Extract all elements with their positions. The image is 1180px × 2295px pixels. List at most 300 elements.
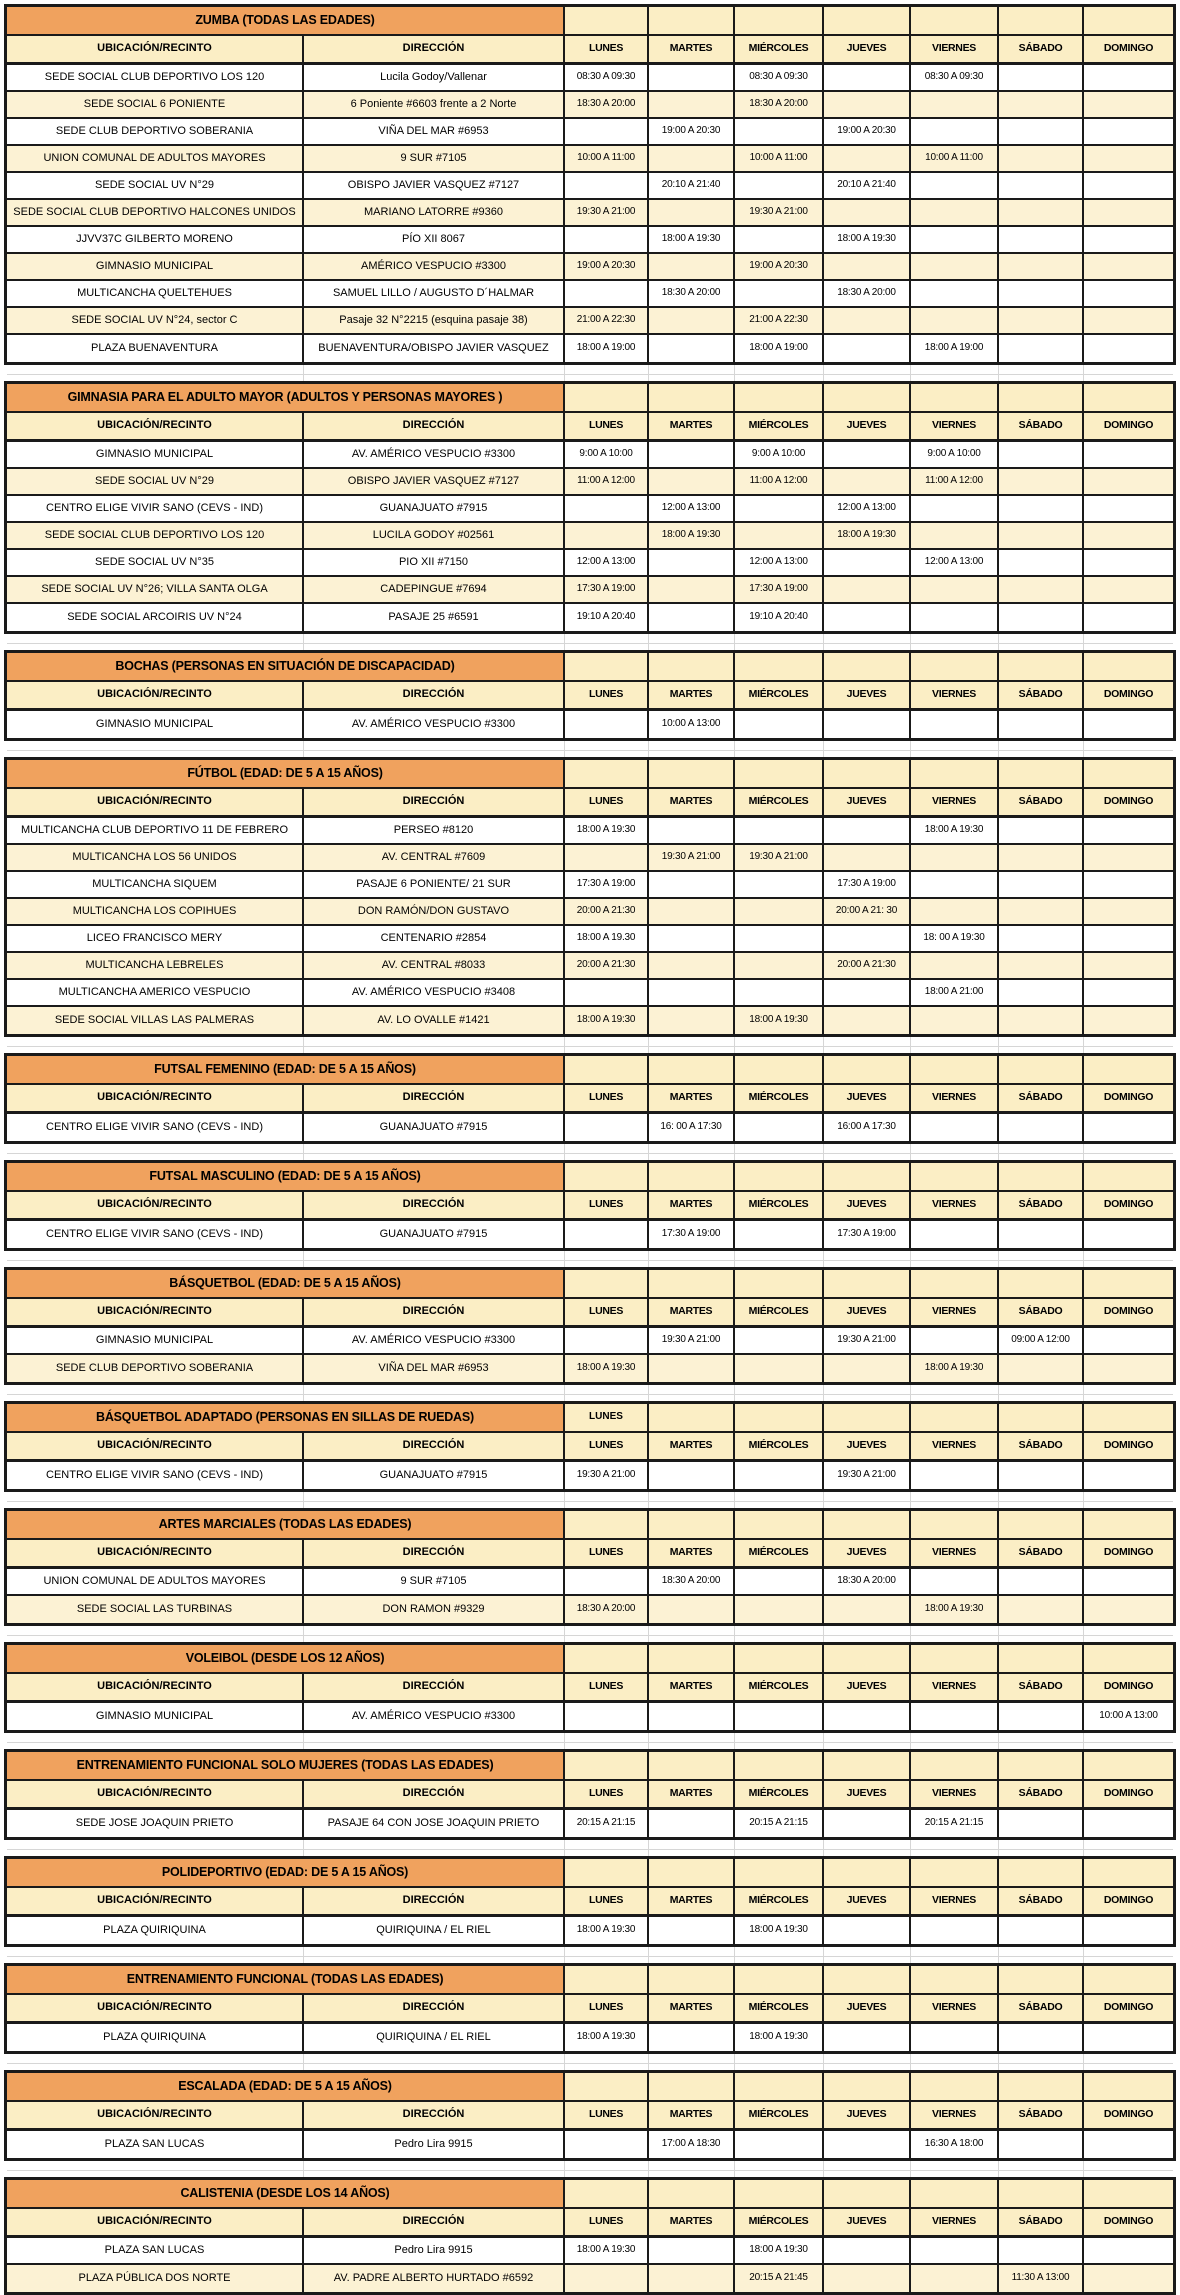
cell-domingo bbox=[1084, 1462, 1173, 1489]
title-day-miercoles bbox=[735, 1966, 824, 1995]
cell-miercoles bbox=[735, 1221, 824, 1248]
gap-cell bbox=[565, 1047, 649, 1053]
cell-domingo bbox=[1084, 1328, 1173, 1355]
gap-cell bbox=[7, 375, 304, 381]
column-header-direccion: DIRECCIÓN bbox=[304, 1674, 565, 1703]
cell-domingo bbox=[1084, 92, 1173, 119]
title-day-domingo bbox=[1084, 1511, 1173, 1540]
cell-ubicacion: SEDE SOCIAL UV N°26; VILLA SANTA OLGA bbox=[7, 577, 304, 604]
column-header-miercoles: MIÉRCOLES bbox=[735, 2102, 824, 2131]
table-title: ZUMBA (TODAS LAS EDADES) bbox=[7, 7, 565, 36]
cell-domingo bbox=[1084, 65, 1173, 92]
cell-domingo bbox=[1084, 281, 1173, 308]
table-title: POLIDEPORTIVO (EDAD: DE 5 A 15 AÑOS) bbox=[7, 1859, 565, 1888]
gap-cell bbox=[565, 1502, 649, 1508]
column-header-lunes: LUNES bbox=[565, 1540, 649, 1569]
gap-cell bbox=[999, 1154, 1084, 1160]
cell-jueves bbox=[824, 577, 911, 604]
column-header-martes: MARTES bbox=[649, 1085, 735, 1114]
cell-miercoles: 18:30 A 20:00 bbox=[735, 92, 824, 119]
cell-domingo bbox=[1084, 146, 1173, 173]
title-day-miercoles bbox=[735, 653, 824, 682]
gap-cell bbox=[7, 2161, 304, 2170]
cell-miercoles bbox=[735, 1569, 824, 1596]
gap-cell bbox=[649, 1850, 735, 1856]
column-header-martes: MARTES bbox=[649, 1540, 735, 1569]
gap-cell bbox=[649, 1957, 735, 1963]
gap-strip bbox=[7, 634, 1173, 644]
cell-ubicacion: SEDE SOCIAL CLUB DEPORTIVO LOS 120 bbox=[7, 523, 304, 550]
cell-martes bbox=[649, 146, 735, 173]
cell-direccion: 6 Poniente #6603 frente a 2 Norte bbox=[304, 92, 565, 119]
title-day-viernes bbox=[911, 2180, 999, 2209]
table-title: FUTSAL FEMENINO (EDAD: DE 5 A 15 AÑOS) bbox=[7, 1056, 565, 1085]
gap-strip bbox=[7, 2171, 1173, 2177]
cell-ubicacion: SEDE JOSE JOAQUIN PRIETO bbox=[7, 1810, 304, 1837]
cell-ubicacion: SEDE SOCIAL ARCOIRIS UV N°24 bbox=[7, 604, 304, 631]
cell-martes bbox=[649, 2265, 735, 2292]
gap-cell bbox=[824, 644, 911, 650]
gap-cell bbox=[649, 751, 735, 757]
cell-viernes bbox=[911, 523, 999, 550]
cell-domingo bbox=[1084, 1114, 1173, 1141]
cell-sabado bbox=[999, 845, 1084, 872]
column-header-martes: MARTES bbox=[649, 1299, 735, 1328]
schedule-row bbox=[7, 308, 1173, 335]
title-day-lunes bbox=[565, 7, 649, 36]
column-header-miercoles: MIÉRCOLES bbox=[735, 2209, 824, 2238]
cell-domingo bbox=[1084, 1917, 1173, 1944]
column-header-martes: MARTES bbox=[649, 413, 735, 442]
schedule-row bbox=[7, 550, 1173, 577]
gap-cell bbox=[824, 1037, 911, 1046]
cell-jueves bbox=[824, 1917, 911, 1944]
cell-direccion: LUCILA GODOY #02561 bbox=[304, 523, 565, 550]
cell-jueves bbox=[824, 1810, 911, 1837]
title-day-domingo bbox=[1084, 7, 1173, 36]
title-day-miercoles bbox=[735, 1163, 824, 1192]
cell-domingo bbox=[1084, 442, 1173, 469]
cell-miercoles: 19:00 A 20:30 bbox=[735, 254, 824, 281]
title-day-sabado bbox=[999, 1859, 1084, 1888]
gap-cell bbox=[735, 1037, 824, 1046]
column-header-martes: MARTES bbox=[649, 2102, 735, 2131]
column-header-viernes: VIERNES bbox=[911, 413, 999, 442]
gap-strip bbox=[7, 1957, 1173, 1963]
table-futsal-masculino bbox=[4, 1160, 1176, 1251]
gap-cell bbox=[1084, 1957, 1173, 1963]
cell-miercoles: 19:30 A 21:00 bbox=[735, 845, 824, 872]
header-row bbox=[7, 1674, 1173, 1703]
cell-viernes bbox=[911, 254, 999, 281]
header-row bbox=[7, 1433, 1173, 1462]
header-row bbox=[7, 789, 1173, 818]
column-header-direccion: DIRECCIÓN bbox=[304, 1085, 565, 1114]
title-day-sabado bbox=[999, 1645, 1084, 1674]
gap-strip bbox=[7, 1840, 1173, 1850]
schedule-row bbox=[7, 173, 1173, 200]
gap-cell bbox=[649, 2064, 735, 2070]
schedule-row bbox=[7, 604, 1173, 631]
title-row bbox=[7, 2073, 1173, 2102]
header-row bbox=[7, 1995, 1173, 2024]
schedule-row bbox=[7, 899, 1173, 926]
cell-jueves: 16:00 A 17:30 bbox=[824, 1114, 911, 1141]
cell-jueves bbox=[824, 146, 911, 173]
cell-sabado bbox=[999, 1917, 1084, 1944]
gap-cell bbox=[911, 1840, 999, 1849]
table-gap bbox=[4, 1385, 1176, 1401]
cell-jueves bbox=[824, 469, 911, 496]
table-basquetbol-adaptado bbox=[4, 1401, 1176, 1492]
cell-martes bbox=[649, 65, 735, 92]
cell-sabado bbox=[999, 227, 1084, 254]
gap-cell bbox=[735, 741, 824, 750]
title-day-martes bbox=[649, 1404, 735, 1433]
gap-cell bbox=[999, 644, 1084, 650]
title-day-sabado bbox=[999, 1270, 1084, 1299]
schedule-row bbox=[7, 469, 1173, 496]
column-header-jueves: JUEVES bbox=[824, 1433, 911, 1462]
cell-jueves bbox=[824, 2265, 911, 2292]
cell-lunes: 21:00 A 22:30 bbox=[565, 308, 649, 335]
gap-cell bbox=[565, 644, 649, 650]
cell-domingo bbox=[1084, 523, 1173, 550]
cell-miercoles: 18:00 A 19:30 bbox=[735, 2024, 824, 2051]
cell-viernes: 18:00 A 19:00 bbox=[911, 335, 999, 362]
gap-cell bbox=[7, 365, 304, 374]
cell-miercoles bbox=[735, 1355, 824, 1382]
cell-viernes: 18:00 A 19:30 bbox=[911, 1596, 999, 1623]
title-day-martes bbox=[649, 2180, 735, 2209]
cell-lunes: 18:30 A 20:00 bbox=[565, 1596, 649, 1623]
cell-ubicacion: SEDE SOCIAL UV N°29 bbox=[7, 469, 304, 496]
cell-martes bbox=[649, 254, 735, 281]
gap-cell bbox=[304, 2054, 565, 2063]
cell-sabado bbox=[999, 872, 1084, 899]
gap-cell bbox=[824, 1047, 911, 1053]
gap-cell bbox=[1084, 1144, 1173, 1153]
cell-lunes bbox=[565, 845, 649, 872]
cell-martes bbox=[649, 308, 735, 335]
column-header-direccion: DIRECCIÓN bbox=[304, 1888, 565, 1917]
cell-jueves: 18:30 A 20:00 bbox=[824, 281, 911, 308]
column-header-ubicacion: UBICACIÓN/RECINTO bbox=[7, 1540, 304, 1569]
title-day-martes bbox=[649, 1270, 735, 1299]
cell-ubicacion: PLAZA SAN LUCAS bbox=[7, 2131, 304, 2158]
gap-cell bbox=[824, 1395, 911, 1401]
column-header-sabado: SÁBADO bbox=[999, 1995, 1084, 2024]
cell-ubicacion: MULTICANCHA QUELTEHUES bbox=[7, 281, 304, 308]
cell-viernes bbox=[911, 1007, 999, 1034]
column-header-viernes: VIERNES bbox=[911, 36, 999, 65]
cell-lunes: 10:00 A 11:00 bbox=[565, 146, 649, 173]
schedule-row bbox=[7, 227, 1173, 254]
cell-martes bbox=[649, 1917, 735, 1944]
gap-cell bbox=[304, 741, 565, 750]
gap-cell bbox=[735, 375, 824, 381]
table-gap bbox=[4, 1947, 1176, 1963]
title-day-jueves bbox=[824, 653, 911, 682]
gap-cell bbox=[649, 1733, 735, 1742]
cell-martes bbox=[649, 953, 735, 980]
cell-ubicacion: GIMNASIO MUNICIPAL bbox=[7, 254, 304, 281]
gap-cell bbox=[565, 1850, 649, 1856]
gap-cell bbox=[824, 751, 911, 757]
cell-viernes bbox=[911, 1462, 999, 1489]
column-header-miercoles: MIÉRCOLES bbox=[735, 413, 824, 442]
title-day-jueves bbox=[824, 384, 911, 413]
cell-ubicacion: SEDE SOCIAL UV N°24, sector C bbox=[7, 308, 304, 335]
gap-cell bbox=[304, 2171, 565, 2177]
cell-jueves bbox=[824, 200, 911, 227]
title-day-viernes bbox=[911, 1966, 999, 1995]
title-day-miercoles bbox=[735, 1752, 824, 1781]
gap-cell bbox=[911, 1144, 999, 1153]
gap-cell bbox=[735, 1850, 824, 1856]
title-day-viernes bbox=[911, 1163, 999, 1192]
gap-cell bbox=[304, 1947, 565, 1956]
gap-cell bbox=[824, 1154, 911, 1160]
table-title: ENTRENAMIENTO FUNCIONAL SOLO MUJERES (TODAS LAS EDADES) bbox=[7, 1752, 565, 1781]
column-header-jueves: JUEVES bbox=[824, 1540, 911, 1569]
title-day-lunes bbox=[565, 384, 649, 413]
cell-domingo bbox=[1084, 872, 1173, 899]
cell-viernes bbox=[911, 1221, 999, 1248]
gap-strip bbox=[7, 1047, 1173, 1053]
column-header-viernes: VIERNES bbox=[911, 1085, 999, 1114]
gap-cell bbox=[7, 2171, 304, 2177]
title-day-viernes bbox=[911, 384, 999, 413]
cell-martes bbox=[649, 604, 735, 631]
cell-ubicacion: SEDE SOCIAL CLUB DEPORTIVO HALCONES UNIDOS bbox=[7, 200, 304, 227]
gap-cell bbox=[999, 1850, 1084, 1856]
cell-sabado bbox=[999, 2238, 1084, 2265]
table-title: BOCHAS (PERSONAS EN SITUACIÓN DE DISCAPACIDAD) bbox=[7, 653, 565, 682]
cell-miercoles: 18:00 A 19:30 bbox=[735, 1917, 824, 1944]
column-header-lunes: LUNES bbox=[565, 1674, 649, 1703]
cell-sabado: 11:30 A 13:00 bbox=[999, 2265, 1084, 2292]
title-day-jueves bbox=[824, 1966, 911, 1995]
cell-jueves bbox=[824, 335, 911, 362]
column-header-viernes: VIERNES bbox=[911, 789, 999, 818]
cell-direccion: AV. PADRE ALBERTO HURTADO #6592 bbox=[304, 2265, 565, 2292]
cell-domingo bbox=[1084, 496, 1173, 523]
column-header-miercoles: MIÉRCOLES bbox=[735, 1674, 824, 1703]
cell-jueves bbox=[824, 926, 911, 953]
gap-cell bbox=[824, 1492, 911, 1501]
cell-direccion: GUANAJUATO #7915 bbox=[304, 1114, 565, 1141]
column-header-viernes: VIERNES bbox=[911, 682, 999, 711]
cell-jueves: 17:30 A 19:00 bbox=[824, 1221, 911, 1248]
column-header-sabado: SÁBADO bbox=[999, 1781, 1084, 1810]
gap-cell bbox=[304, 375, 565, 381]
column-header-martes: MARTES bbox=[649, 1192, 735, 1221]
cell-viernes: 20:15 A 21:15 bbox=[911, 1810, 999, 1837]
cell-martes bbox=[649, 2238, 735, 2265]
header-row bbox=[7, 2209, 1173, 2238]
cell-miercoles bbox=[735, 1703, 824, 1730]
gap-cell bbox=[7, 1492, 304, 1501]
title-day-martes bbox=[649, 1511, 735, 1540]
schedule-row bbox=[7, 926, 1173, 953]
gap-cell bbox=[7, 1261, 304, 1267]
title-day-viernes bbox=[911, 760, 999, 789]
table-title: CALISTENIA (DESDE LOS 14 AÑOS) bbox=[7, 2180, 565, 2209]
cell-lunes: 17:30 A 19:00 bbox=[565, 872, 649, 899]
cell-martes bbox=[649, 1007, 735, 1034]
cell-lunes bbox=[565, 2265, 649, 2292]
cell-miercoles bbox=[735, 926, 824, 953]
gap-cell bbox=[304, 1502, 565, 1508]
cell-viernes bbox=[911, 2265, 999, 2292]
cell-direccion: VIÑA DEL MAR #6953 bbox=[304, 1355, 565, 1382]
gap-cell bbox=[304, 1850, 565, 1856]
title-day-jueves bbox=[824, 7, 911, 36]
title-day-viernes bbox=[911, 1645, 999, 1674]
cell-sabado bbox=[999, 604, 1084, 631]
gap-cell bbox=[304, 1492, 565, 1501]
column-header-jueves: JUEVES bbox=[824, 1299, 911, 1328]
gap-cell bbox=[565, 1037, 649, 1046]
gap-cell bbox=[7, 1037, 304, 1046]
gap-cell bbox=[999, 1385, 1084, 1394]
title-day-lunes bbox=[565, 760, 649, 789]
title-row bbox=[7, 653, 1173, 682]
schedule-row bbox=[7, 1569, 1173, 1596]
title-day-jueves bbox=[824, 1270, 911, 1299]
title-day-jueves bbox=[824, 1645, 911, 1674]
title-day-sabado bbox=[999, 384, 1084, 413]
column-header-jueves: JUEVES bbox=[824, 1995, 911, 2024]
gap-cell bbox=[1084, 2161, 1173, 2170]
header-row bbox=[7, 1540, 1173, 1569]
column-header-jueves: JUEVES bbox=[824, 1888, 911, 1917]
cell-domingo bbox=[1084, 2238, 1173, 2265]
gap-cell bbox=[565, 751, 649, 757]
gap-cell bbox=[7, 1251, 304, 1260]
title-day-jueves bbox=[824, 1163, 911, 1192]
gap-cell bbox=[649, 1037, 735, 1046]
cell-lunes: 18:00 A 19:30 bbox=[565, 1007, 649, 1034]
cell-viernes bbox=[911, 1569, 999, 1596]
gap-cell bbox=[304, 1957, 565, 1963]
column-header-sabado: SÁBADO bbox=[999, 36, 1084, 65]
cell-viernes: 18:00 A 21:00 bbox=[911, 980, 999, 1007]
table-entrenamiento-funcional-mujeres bbox=[4, 1749, 1176, 1840]
title-day-viernes bbox=[911, 1270, 999, 1299]
title-day-jueves bbox=[824, 1056, 911, 1085]
gap-cell bbox=[7, 1947, 304, 1956]
cell-lunes: 20:15 A 21:15 bbox=[565, 1810, 649, 1837]
title-day-miercoles bbox=[735, 1270, 824, 1299]
gap-cell bbox=[649, 2161, 735, 2170]
cell-direccion: QUIRIQUINA / EL RIEL bbox=[304, 1917, 565, 1944]
title-day-martes bbox=[649, 7, 735, 36]
gap-cell bbox=[735, 2064, 824, 2070]
cell-lunes bbox=[565, 227, 649, 254]
cell-viernes bbox=[911, 845, 999, 872]
gap-cell bbox=[999, 634, 1084, 643]
cell-direccion: DON RAMON #9329 bbox=[304, 1596, 565, 1623]
gap-cell bbox=[824, 1261, 911, 1267]
column-header-ubicacion: UBICACIÓN/RECINTO bbox=[7, 1995, 304, 2024]
title-day-viernes bbox=[911, 7, 999, 36]
cell-martes bbox=[649, 469, 735, 496]
cell-sabado bbox=[999, 2131, 1084, 2158]
title-day-sabado bbox=[999, 1404, 1084, 1433]
column-header-ubicacion: UBICACIÓN/RECINTO bbox=[7, 36, 304, 65]
cell-viernes bbox=[911, 281, 999, 308]
cell-ubicacion: JJVV37C GILBERTO MORENO bbox=[7, 227, 304, 254]
cell-domingo bbox=[1084, 926, 1173, 953]
title-day-domingo bbox=[1084, 1645, 1173, 1674]
cell-jueves bbox=[824, 604, 911, 631]
cell-miercoles bbox=[735, 173, 824, 200]
cell-domingo bbox=[1084, 2131, 1173, 2158]
cell-lunes: 18:00 A 19:30 bbox=[565, 1917, 649, 1944]
cell-domingo bbox=[1084, 2265, 1173, 2292]
cell-domingo bbox=[1084, 1810, 1173, 1837]
gap-cell bbox=[911, 1947, 999, 1956]
cell-viernes bbox=[911, 2024, 999, 2051]
table-gap bbox=[4, 1037, 1176, 1053]
gap-cell bbox=[1084, 1743, 1173, 1749]
cell-martes: 19:30 A 21:00 bbox=[649, 845, 735, 872]
column-header-sabado: SÁBADO bbox=[999, 1433, 1084, 1462]
gap-cell bbox=[7, 1636, 304, 1642]
gap-strip bbox=[7, 1947, 1173, 1957]
title-row bbox=[7, 1859, 1173, 1888]
cell-martes: 18:00 A 19:30 bbox=[649, 523, 735, 550]
gap-cell bbox=[304, 1037, 565, 1046]
gap-cell bbox=[911, 365, 999, 374]
cell-martes bbox=[649, 200, 735, 227]
cell-domingo bbox=[1084, 818, 1173, 845]
cell-martes bbox=[649, 899, 735, 926]
gap-cell bbox=[735, 1626, 824, 1635]
table-gap bbox=[4, 634, 1176, 650]
gap-cell bbox=[7, 1626, 304, 1635]
cell-martes bbox=[649, 1703, 735, 1730]
gap-cell bbox=[911, 1733, 999, 1742]
schedule-row bbox=[7, 1917, 1173, 1944]
column-header-direccion: DIRECCIÓN bbox=[304, 413, 565, 442]
cell-viernes: 18:00 A 19:30 bbox=[911, 1355, 999, 1382]
cell-miercoles bbox=[735, 711, 824, 738]
gap-cell bbox=[824, 1733, 911, 1742]
gap-cell bbox=[911, 375, 999, 381]
gap-cell bbox=[911, 1261, 999, 1267]
table-gimnasia-adulto-mayor bbox=[4, 381, 1176, 634]
gap-cell bbox=[824, 1385, 911, 1394]
gap-strip bbox=[7, 1154, 1173, 1160]
cell-viernes: 9:00 A 10:00 bbox=[911, 442, 999, 469]
gap-cell bbox=[1084, 2064, 1173, 2070]
title-day-domingo bbox=[1084, 1163, 1173, 1192]
column-header-lunes: LUNES bbox=[565, 1995, 649, 2024]
gap-cell bbox=[304, 365, 565, 374]
cell-sabado bbox=[999, 469, 1084, 496]
header-row bbox=[7, 2102, 1173, 2131]
cell-direccion: PERSEO #8120 bbox=[304, 818, 565, 845]
schedule-row bbox=[7, 1355, 1173, 1382]
cell-sabado bbox=[999, 550, 1084, 577]
title-day-sabado bbox=[999, 7, 1084, 36]
gap-strip bbox=[7, 1733, 1173, 1743]
cell-domingo bbox=[1084, 604, 1173, 631]
cell-sabado bbox=[999, 899, 1084, 926]
